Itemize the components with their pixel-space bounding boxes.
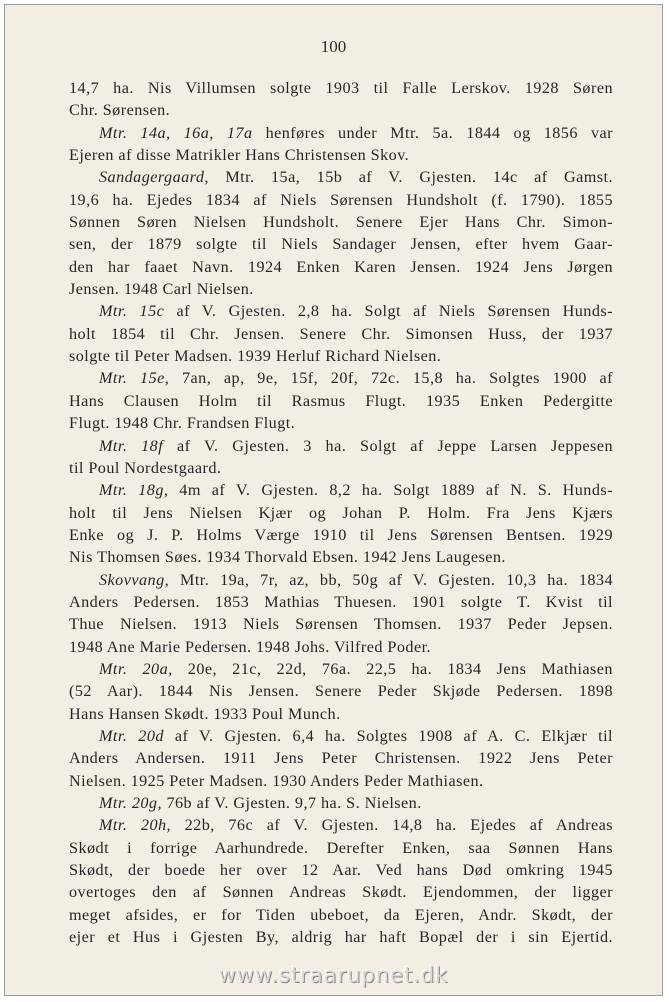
- text-segment: Flugt. 1948 Chr. Frandsen Flugt.: [69, 414, 296, 433]
- italic-heading: Mtr. 20h,: [99, 816, 172, 835]
- text-line: [69, 636, 613, 658]
- text-segment: af V. Gjesten. 6,4 ha. Solgtes 1908 af A. C. Elkjær til: [163, 726, 613, 745]
- italic-heading: Mtr. 20d: [99, 726, 164, 745]
- text-line: [69, 502, 613, 524]
- text-line: [69, 725, 613, 747]
- text-line: [69, 837, 613, 859]
- text-segment: 20e, 21c, 22d, 76a. 22,5 ha. 1834 Jens Mathiasen: [172, 659, 613, 678]
- text-line: [69, 591, 613, 613]
- text-line: [69, 412, 613, 434]
- text-segment: ejer et Hus i Gjesten By, aldrig har haft Bopæl der i sin Ejertid.: [69, 928, 613, 947]
- text-line: [69, 770, 613, 792]
- text-segment: Sønnen Søren Nielsen Hundsholt. Senere Ejer Hans Chr. Simon-: [69, 213, 613, 232]
- text-segment: 4m af V. Gjesten. 8,2 ha. Solgt 1889 af N. S. Hunds-: [168, 481, 613, 500]
- text-segment: Anders Pedersen. 1853 Mathias Thuesen. 1901 solgte T. Kvist til: [69, 592, 613, 611]
- text-segment: meget afsides, er for Tiden ubeboet, da Ejeren, Andr. Skødt, der: [69, 905, 613, 924]
- text-segment: Enke og J. P. Holms Værge 1910 til Jens Sørensen Bentsen. 1929: [69, 525, 613, 544]
- text-line: [69, 926, 613, 948]
- italic-heading: Sandagergaard,: [99, 168, 209, 187]
- text-line: [69, 390, 613, 412]
- text-line: [69, 703, 613, 725]
- text-line: [69, 435, 613, 457]
- text-line: [69, 613, 613, 635]
- text-segment: Anders Andersen. 1911 Jens Peter Christensen. 1922 Jens Peter: [69, 749, 613, 768]
- text-segment: Thue Nielsen. 1913 Niels Sørensen Thomsen. 1937 Peder Jepsen.: [69, 615, 613, 634]
- text-line: [69, 747, 613, 769]
- text-line: [69, 122, 613, 144]
- text-segment: holt til Jens Nielsen Kjær og Johan P. Holm. Fra Jens Kjærs: [69, 503, 613, 522]
- text-segment: Skødt i forrige Aarhundrede. Derefter Enken, saa Sønnen Hans: [69, 838, 613, 857]
- text-line: [69, 323, 613, 345]
- text-segment: Mtr. 15a, 15b af V. Gjesten. 14c af Gamst.: [208, 168, 613, 187]
- text-segment: overtoges den af Sønnen Andreas Skødt. Ejendommen, der ligger: [69, 883, 613, 902]
- text-line: [69, 278, 613, 300]
- text-segment: Chr. Sørensen.: [69, 101, 171, 120]
- italic-heading: Mtr. 15e,: [99, 369, 170, 388]
- text-segment: solgte til Peter Madsen. 1939 Herluf Richard Nielsen.: [69, 347, 442, 366]
- text-line: [69, 367, 613, 389]
- text-line: [69, 457, 613, 479]
- text-segment: sen, der 1879 solgte til Niels Sandager Jensen, efter hvem Gaar-: [69, 235, 613, 254]
- text-segment: 1948 Ane Marie Pedersen. 1948 Johs. Vilfred Poder.: [69, 637, 432, 656]
- book-page: [4, 4, 663, 996]
- text-line: [69, 658, 613, 680]
- text-line: [69, 569, 613, 591]
- text-segment: (52 Aar). 1844 Nis Jensen. Senere Peder Skjøde Pedersen. 1898: [69, 682, 613, 701]
- text-line: [69, 256, 613, 278]
- text-segment: Mtr. 19a, 7r, az, bb, 50g af V. Gjesten. 10,3 ha. 1834: [169, 570, 613, 589]
- watermark: www.straarupnet.dk: [218, 963, 449, 987]
- text-line: [69, 300, 613, 322]
- italic-heading: Mtr. 18g,: [99, 481, 169, 500]
- text-line: [69, 814, 613, 836]
- italic-heading: Mtr. 18f: [99, 436, 164, 455]
- text-segment: henføres under Mtr. 5a. 1844 og 1856 var: [252, 123, 613, 142]
- italic-heading: Mtr. 20a,: [99, 659, 173, 678]
- text-segment: af V. Gjesten. 3 ha. Solgt af Jeppe Larsen Jeppesen: [163, 436, 613, 455]
- text-segment: den har faaet Navn. 1924 Enken Karen Jensen. 1924 Jens Jørgen: [69, 257, 613, 276]
- text-line: [69, 233, 613, 255]
- italic-heading: Mtr. 20g,: [99, 794, 162, 812]
- text-segment: til Poul Nordestgaard.: [69, 458, 222, 477]
- text-segment: 22b, 76c af V. Gjesten. 14,8 ha. Ejedes af Andreas: [171, 816, 613, 835]
- text-segment: Ejeren af disse Matrikler Hans Christensen Skov.: [69, 146, 410, 165]
- text-segment: af V. Gjesten. 2,8 ha. Solgt af Niels Sørensen Hunds-: [164, 302, 613, 321]
- text-line: [69, 680, 613, 702]
- text-segment: 14,7 ha. Nis Villumsen solgte 1903 til Falle Lerskov. 1928 Søren: [69, 79, 613, 97]
- text-line: [69, 881, 613, 903]
- text-line: [69, 904, 613, 926]
- text-segment: 7an, ap, 9e, 15f, 20f, 72c. 15,8 ha. Solgtes 1900 af: [169, 369, 613, 388]
- text-line: [69, 166, 613, 188]
- text-line: [69, 211, 613, 233]
- italic-heading: Mtr. 14a, 16a, 17a: [99, 123, 253, 142]
- italic-heading: Skovvang,: [99, 570, 170, 589]
- text-line: [69, 99, 613, 121]
- page-number: 100: [320, 37, 347, 56]
- text-line: [69, 144, 613, 166]
- text-segment: Skødt, der boede her over 12 Aar. Ved hans Død omkring 1945: [69, 861, 613, 880]
- text-line: [69, 77, 613, 99]
- text-line: [69, 345, 613, 367]
- text-segment: Jensen. 1948 Carl Nielsen.: [69, 280, 254, 299]
- text-segment: 19,6 ha. Ejedes 1834 af Niels Sørensen Hundsholt (f. 1790). 1855: [69, 190, 613, 209]
- text-segment: holt 1854 til Chr. Jensen. Senere Chr. Simonsen Huss, der 1937: [69, 324, 613, 343]
- page-text: [69, 77, 613, 948]
- text-line: [69, 189, 613, 211]
- text-line: [69, 479, 613, 501]
- text-segment: Nielsen. 1925 Peter Madsen. 1930 Anders Peder Mathiasen.: [69, 771, 484, 790]
- text-line: [69, 524, 613, 546]
- text-line: [69, 859, 613, 881]
- text-segment: 76b af V. Gjesten. 9,7 ha. S. Nielsen.: [161, 794, 422, 812]
- text-segment: Hans Hansen Skødt. 1933 Poul Munch.: [69, 704, 341, 723]
- text-segment: Nis Thomsen Søes. 1934 Thorvald Ebsen. 1942 Jens Laugesen.: [69, 548, 506, 567]
- text-segment: Hans Clausen Holm til Rasmus Flugt. 1935 Enken Pedergitte: [69, 391, 613, 410]
- text-line: [69, 792, 613, 814]
- italic-heading: Mtr. 15c: [99, 302, 165, 321]
- text-line: [69, 546, 613, 568]
